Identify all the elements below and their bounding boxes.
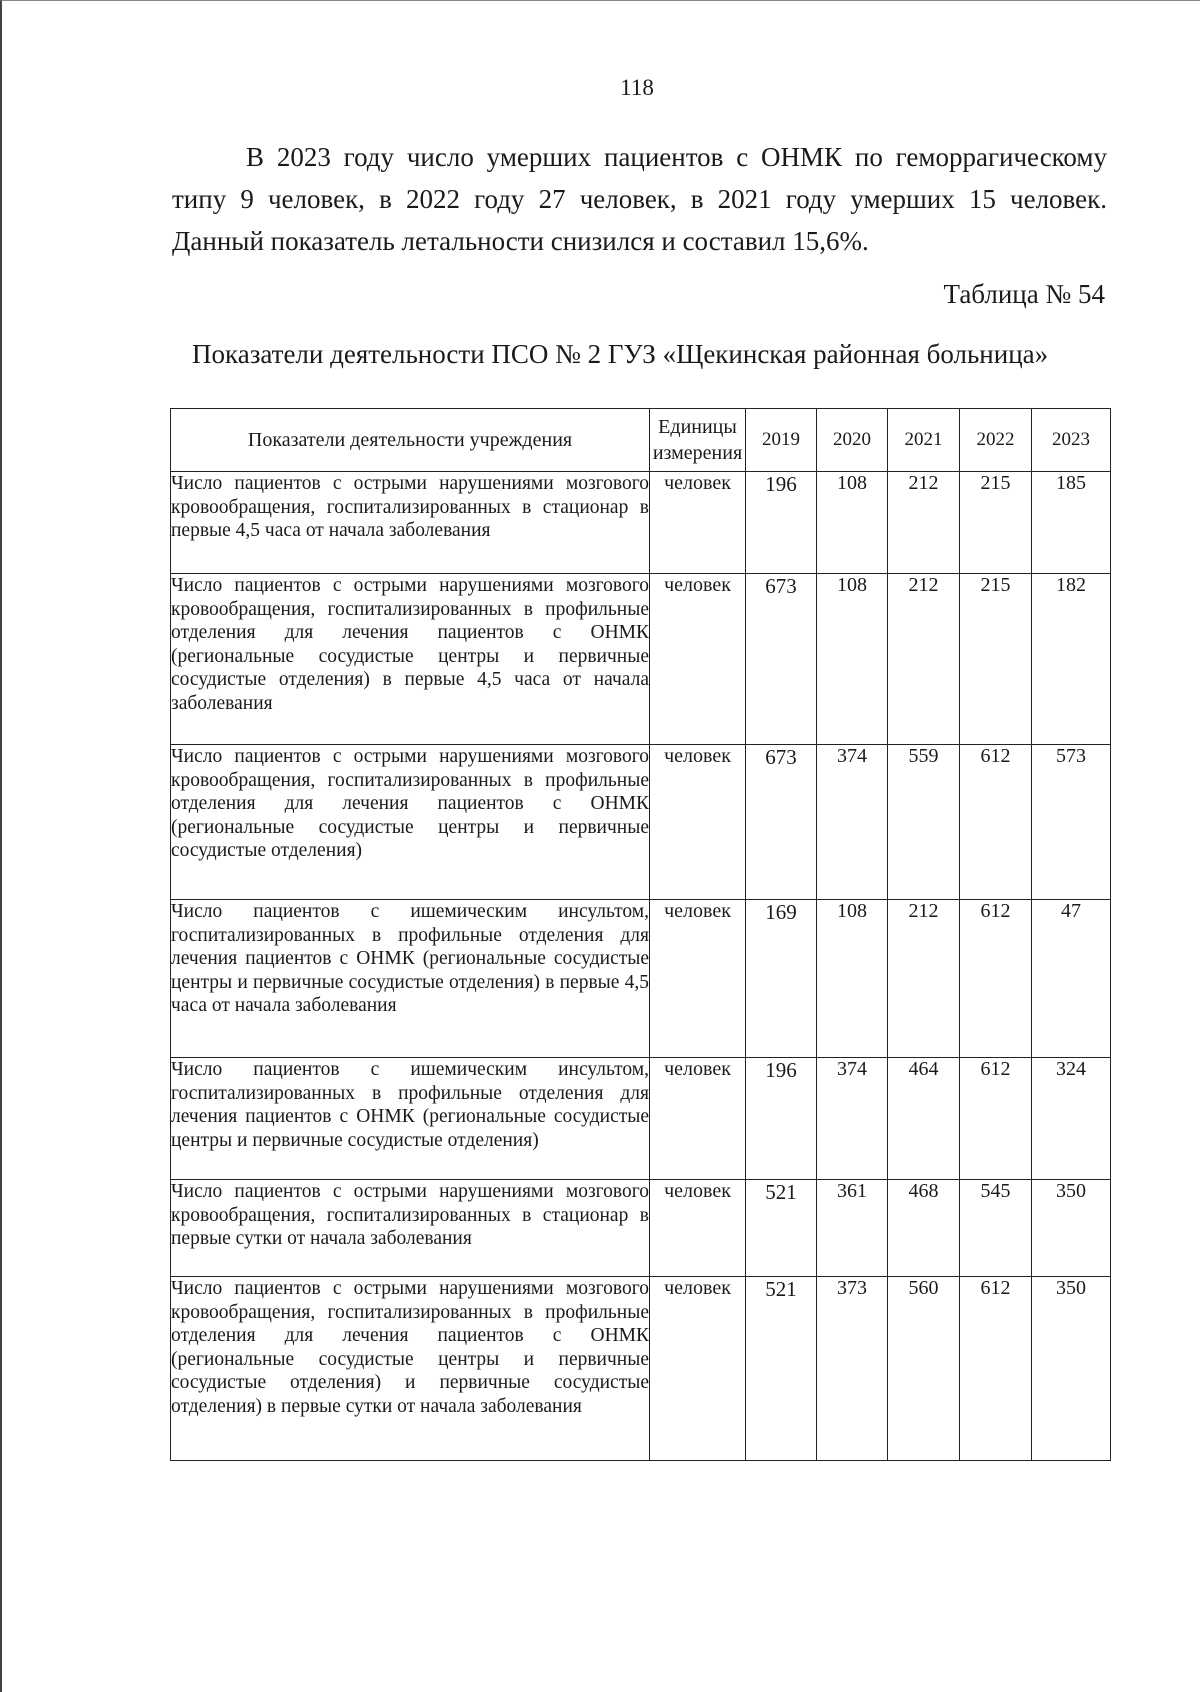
table-row bbox=[171, 900, 1111, 1058]
value-cell: 215 bbox=[960, 574, 1032, 745]
value-cell: 612 bbox=[960, 900, 1032, 1058]
value-cell: 212 bbox=[888, 472, 960, 574]
header-year: 2021 bbox=[888, 409, 960, 472]
value-cell: 374 bbox=[817, 745, 888, 900]
value-cell: 182 bbox=[1032, 574, 1111, 745]
unit-cell: человек bbox=[650, 745, 746, 900]
indicator-cell: Число пациентов с острыми нарушениями мозгового кровообращения, госпитализированных в стационар в первые сутки от начала заболевания bbox=[171, 1180, 650, 1277]
value-cell: 673 bbox=[746, 745, 817, 900]
indicator-cell: Число пациентов с острыми нарушениями мозгового кровообращения, госпитализированных в стационар в первые 4,5 часа от начала заболевания bbox=[171, 472, 650, 574]
intro-paragraph: В 2023 году число умерших пациентов с ОНМК по геморрагическому типу 9 человек, в 2022 году 27 человек, в 2021 году умерших 15 человек. Данный показатель летальности снизился и составил 15,6%. bbox=[172, 142, 1107, 256]
unit-cell: человек bbox=[650, 1180, 746, 1277]
value-cell: 108 bbox=[817, 574, 888, 745]
indicator-cell: Число пациентов с острыми нарушениями мозгового кровообращения, госпитализированных в профильные отделения для лечения пациентов с ОНМК (региональные сосудистые центры и первичные сосудистые отделения) в первые 4,5 часа от начала заболевания bbox=[171, 574, 650, 745]
indicator-cell: Число пациентов с ишемическим инсультом, госпитализированных в профильные отделения для лечения пациентов с ОНМК (региональные сосудистые центры и первичные сосудистые отделения) bbox=[171, 1058, 650, 1180]
value-cell: 373 bbox=[817, 1277, 888, 1461]
unit-cell: человек bbox=[650, 900, 746, 1058]
value-cell: 185 bbox=[1032, 472, 1111, 574]
table-row bbox=[171, 745, 1111, 900]
header-year: 2023 bbox=[1032, 409, 1111, 472]
value-cell: 521 bbox=[746, 1277, 817, 1461]
value-cell: 612 bbox=[960, 1277, 1032, 1461]
value-cell: 215 bbox=[960, 472, 1032, 574]
value-cell: 559 bbox=[888, 745, 960, 900]
value-cell: 374 bbox=[817, 1058, 888, 1180]
value-cell: 468 bbox=[888, 1180, 960, 1277]
value-cell: 108 bbox=[817, 472, 888, 574]
table-row bbox=[171, 1180, 1111, 1277]
value-cell: 361 bbox=[817, 1180, 888, 1277]
value-cell: 560 bbox=[888, 1277, 960, 1461]
value-cell: 573 bbox=[1032, 745, 1111, 900]
header-year: 2022 bbox=[960, 409, 1032, 472]
value-cell: 545 bbox=[960, 1180, 1032, 1277]
table-header-row bbox=[171, 409, 1111, 472]
value-cell: 612 bbox=[960, 745, 1032, 900]
value-cell: 169 bbox=[746, 900, 817, 1058]
page-number: 118 bbox=[620, 75, 654, 100]
value-cell: 350 bbox=[1032, 1277, 1111, 1461]
header-year: 2019 bbox=[746, 409, 817, 472]
value-cell: 196 bbox=[746, 472, 817, 574]
table-number: Таблица № 54 bbox=[943, 279, 1105, 309]
value-cell: 324 bbox=[1032, 1058, 1111, 1180]
table-row bbox=[171, 1058, 1111, 1180]
value-cell: 521 bbox=[746, 1180, 817, 1277]
value-cell: 350 bbox=[1032, 1180, 1111, 1277]
unit-cell: человек bbox=[650, 1277, 746, 1461]
indicator-cell: Число пациентов с острыми нарушениями мозгового кровообращения, госпитализированных в профильные отделения для лечения пациентов с ОНМК (региональные сосудистые центры и первичные сосудистые отделения) и первичные сосудистые отделения) в первые сутки от начала заболевания bbox=[171, 1277, 650, 1461]
table-title: Показатели деятельности ПСО № 2 ГУЗ «Щекинская районная больница» bbox=[192, 339, 1049, 369]
indicators-table bbox=[170, 408, 1111, 1461]
value-cell: 196 bbox=[746, 1058, 817, 1180]
value-cell: 47 bbox=[1032, 900, 1111, 1058]
unit-cell: человек bbox=[650, 574, 746, 745]
value-cell: 673 bbox=[746, 574, 817, 745]
table-row bbox=[171, 472, 1111, 574]
header-unit: Единицы измерения bbox=[650, 409, 746, 472]
value-cell: 108 bbox=[817, 900, 888, 1058]
table-row bbox=[171, 1277, 1111, 1461]
header-year: 2020 bbox=[817, 409, 888, 472]
value-cell: 464 bbox=[888, 1058, 960, 1180]
value-cell: 212 bbox=[888, 900, 960, 1058]
value-cell: 212 bbox=[888, 574, 960, 745]
header-indicator: Показатели деятельности учреждения bbox=[171, 409, 650, 472]
unit-cell: человек bbox=[650, 1058, 746, 1180]
indicator-cell: Число пациентов с острыми нарушениями мозгового кровообращения, госпитализированных в профильные отделения для лечения пациентов с ОНМК (региональные сосудистые центры и первичные сосудистые отделения) bbox=[171, 745, 650, 900]
value-cell: 612 bbox=[960, 1058, 1032, 1180]
indicator-cell: Число пациентов с ишемическим инсультом, госпитализированных в профильные отделения для лечения пациентов с ОНМК (региональные сосудистые центры и первичные сосудистые отделения) в первые 4,5 часа от начала заболевания bbox=[171, 900, 650, 1058]
table-row bbox=[171, 574, 1111, 745]
unit-cell: человек bbox=[650, 472, 746, 574]
